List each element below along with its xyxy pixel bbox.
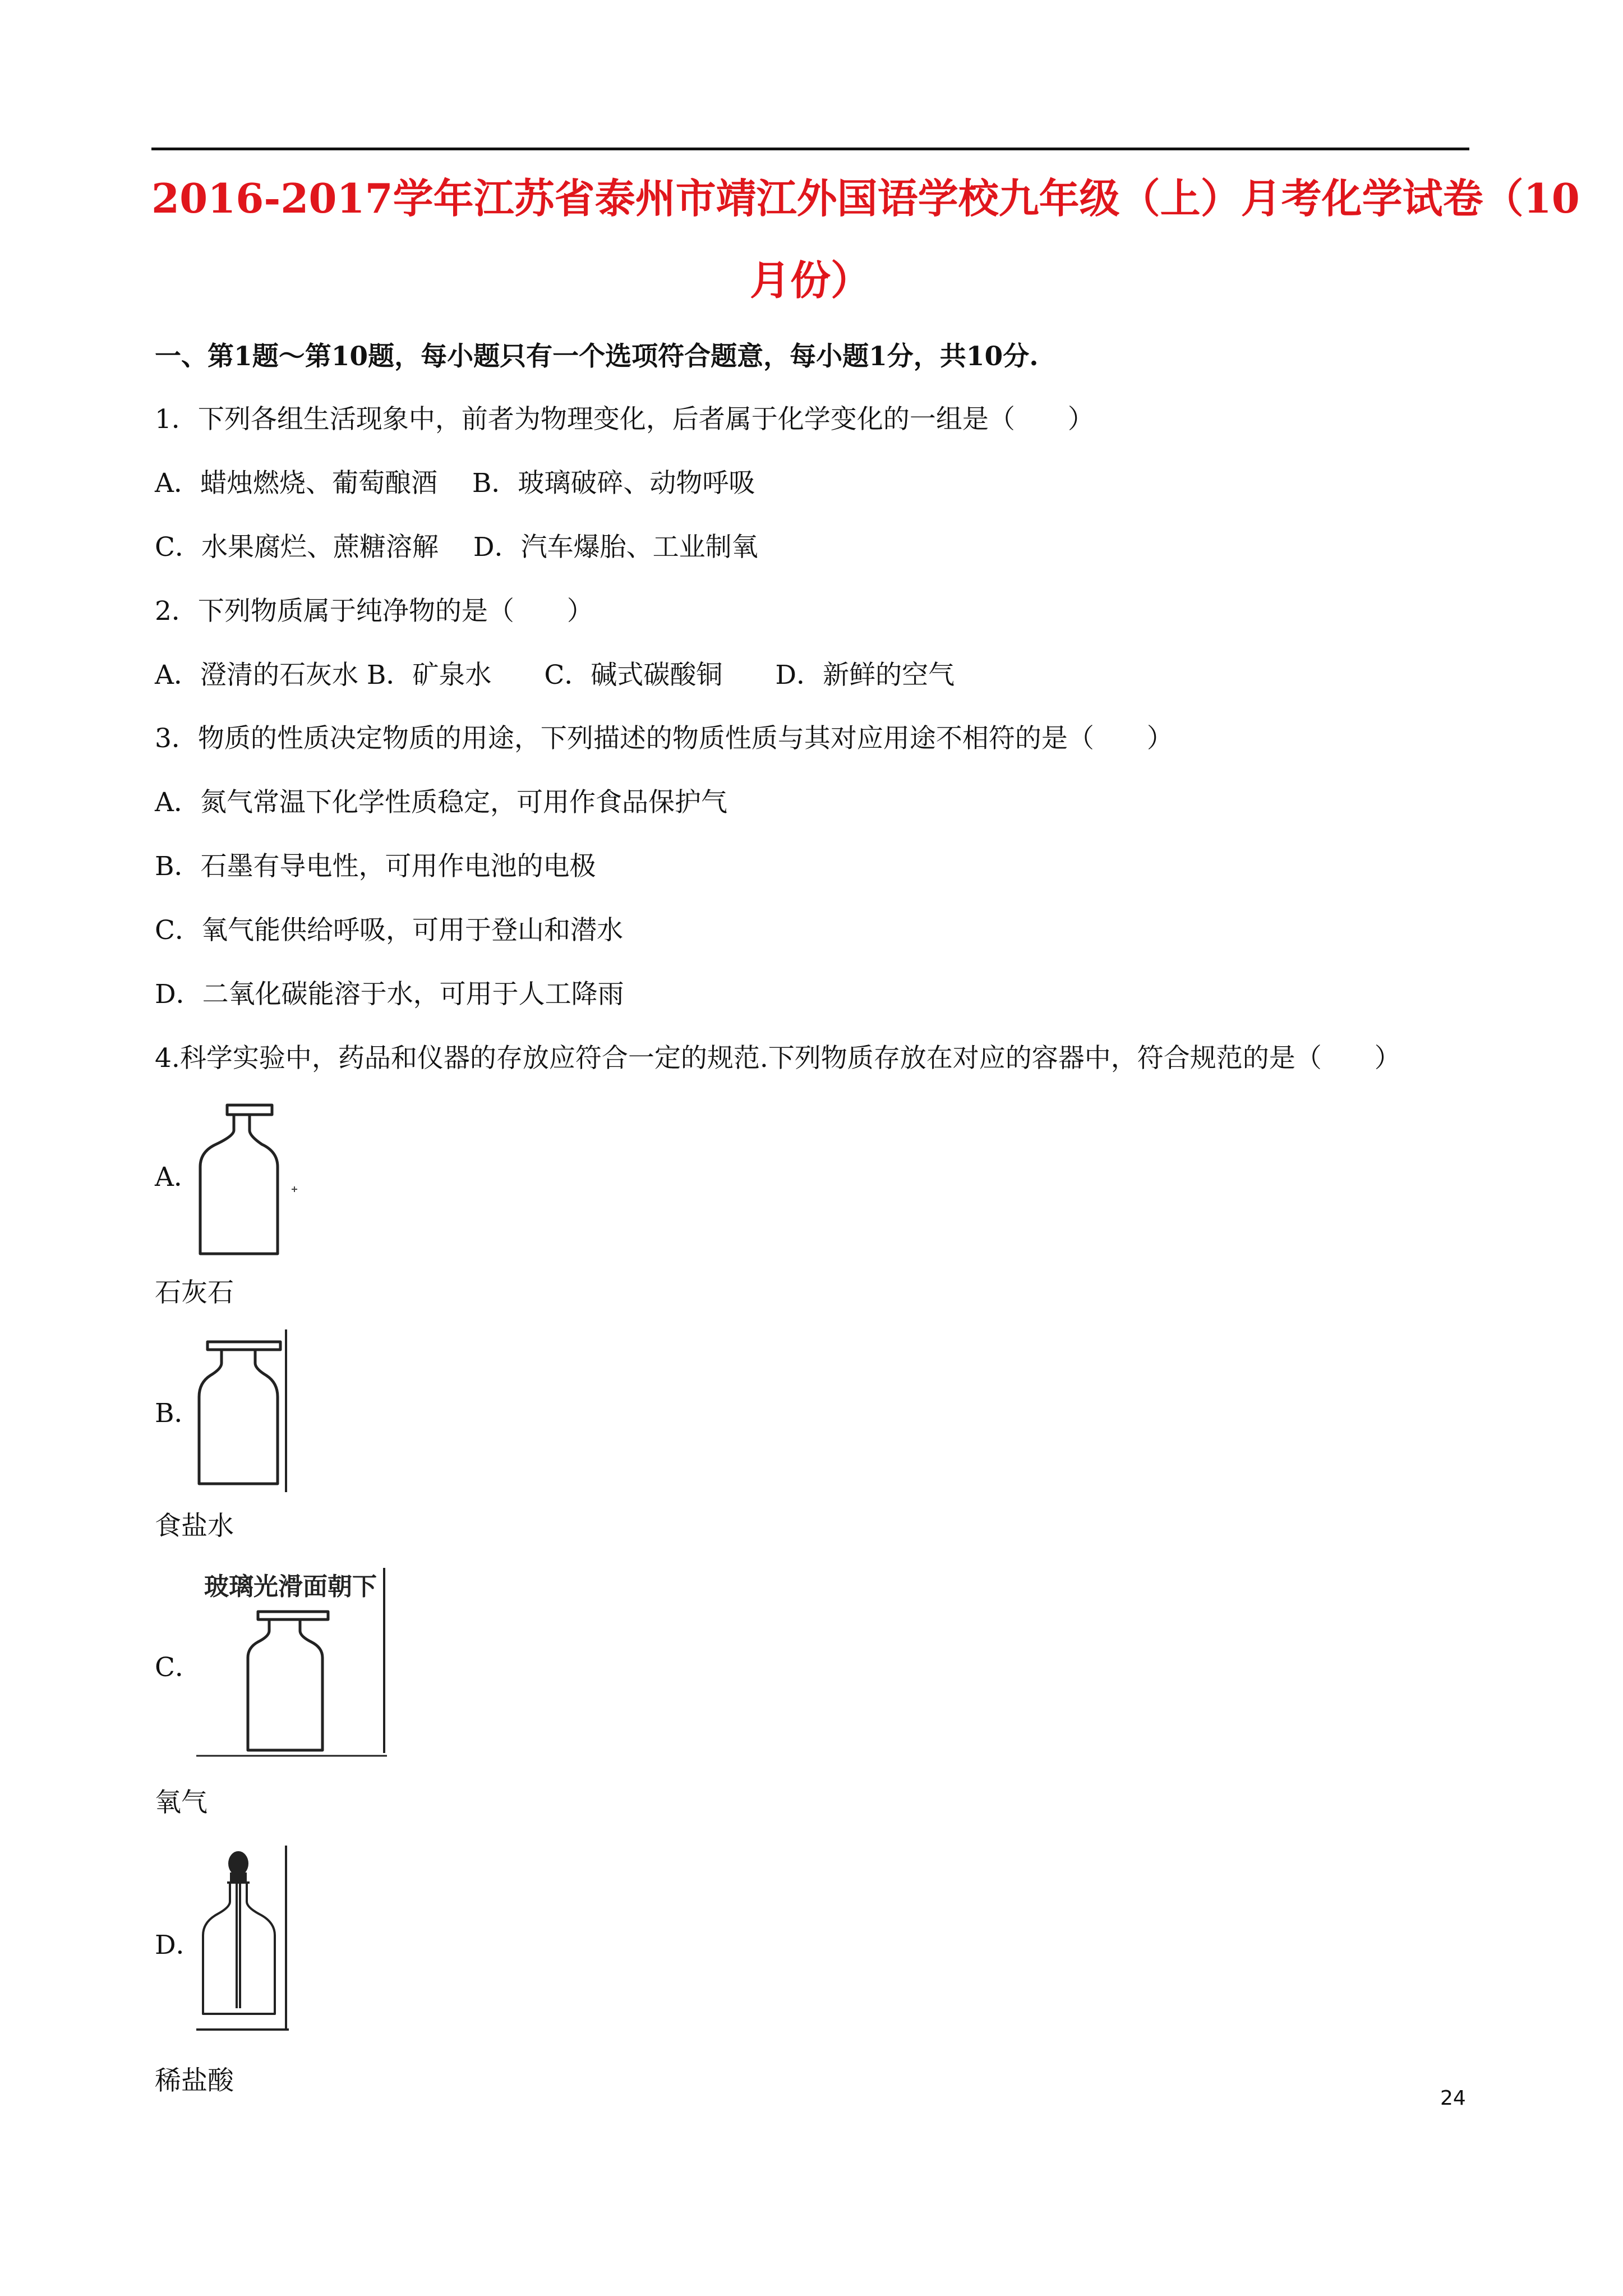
- question-4-option-b-caption: 食盐水: [155, 1511, 234, 1542]
- question-4-option-d-letter: D．: [155, 1930, 202, 1961]
- page-title: 2016-2017学年江苏省泰州市靖江外国语学校九年级（上）月考化学试卷（10: [151, 174, 1580, 222]
- section-heading: 一、第1题～第10题，每小题只有一个选项符合题意，每小题1分，共10分.: [155, 341, 1039, 372]
- gas-jar-with-glass-plate-icon: [196, 1568, 387, 1759]
- glass-plate-label: 玻璃光滑面朝下: [204, 1572, 377, 1601]
- question-3-option-b: B．石墨有导电性，可用作电池的电极: [155, 851, 596, 882]
- question-3-option-d: D．二氧化碳能溶于水，可用于人工降雨: [155, 979, 624, 1010]
- wide-mouth-bottle-icon: [193, 1097, 306, 1265]
- question-3-stem: 3．物质的性质决定物质的用途，下列描述的物质性质与其对应用途不相符的是（ ）: [155, 723, 1173, 754]
- question-2-options: A．澄清的石灰水 B．矿泉水 C．碱式碳酸铜 D．新鲜的空气: [155, 660, 955, 691]
- question-4-option-b-letter: B．: [155, 1398, 201, 1429]
- question-4-option-d-caption: 稀盐酸: [155, 2065, 234, 2096]
- question-3-option-a: A．氮气常温下化学性质稳定，可用作食品保护气: [155, 787, 727, 818]
- header-rule: [151, 148, 1469, 150]
- question-4-stem: 4.科学实验中，药品和仪器的存放应符合一定的规范.下列物质存放在对应的容器中，符合规范的是（ ）: [155, 1043, 1401, 1074]
- page-number: 24: [1440, 2087, 1466, 2110]
- question-1-option-cd: C．水果腐烂、蔗糖溶解 D．汽车爆胎、工业制氧: [155, 532, 758, 563]
- question-1-stem: 1．下列各组生活现象中，前者为物理变化，后者属于化学变化的一组是（ ）: [155, 404, 1094, 435]
- question-4-option-c-caption: 氧气: [155, 1787, 208, 1818]
- question-4-option-c-letter: C．: [155, 1652, 201, 1683]
- question-4-option-a-caption: 石灰石: [155, 1277, 234, 1308]
- question-4-option-a-letter: A．: [155, 1162, 200, 1193]
- page-title-continued: 月份）: [749, 256, 871, 304]
- question-2-stem: 2．下列物质属于纯净物的是（ ）: [155, 596, 593, 627]
- question-3-option-c: C．氧气能供给呼吸，可用于登山和潜水: [155, 915, 623, 946]
- wide-mouth-bottle-with-lid-icon: [196, 1329, 292, 1498]
- question-1-option-ab: A．蜡烛燃烧、葡萄酿酒 B．玻璃破碎、动物呼吸: [155, 468, 755, 499]
- dropper-bottle-icon: [196, 1846, 292, 2036]
